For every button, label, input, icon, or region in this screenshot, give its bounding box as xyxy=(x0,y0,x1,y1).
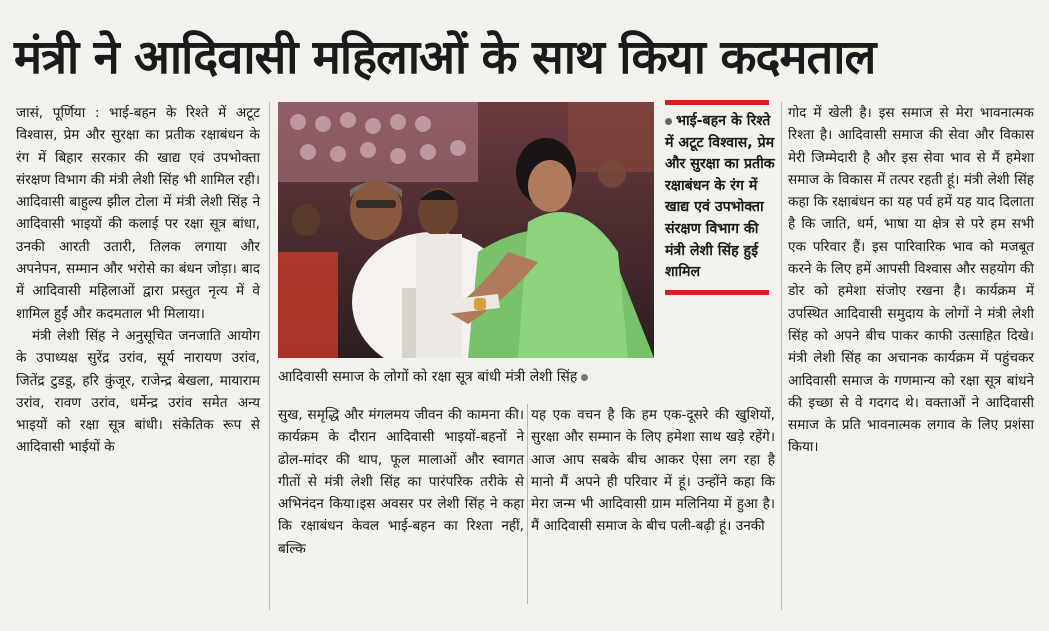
article-column-2 xyxy=(278,404,524,604)
article-paragraph: मंत्री लेशी सिंह ने अनुसूचित जनजाति आयोग के उपाध्यक्ष सुरेंद्र उरांव, सूर्य नारायण उरांव, जितेंद्र टुडडू, हरि कुंजूर, राजेन्द्र बेखला, मायाराम उरांव, रावण उरांव, धर्मेन्द्र उरांव समेत अन्य भाइयों को रक्षा सूत्र बांधी। संकेतिक रूप से आदिवासी भाईयों के xyxy=(16,327,260,456)
article-paragraph: यह एक वचन है कि हम एक-दूसरे की खुशियों, सुरक्षा और सम्मान के लिए हमेशा साथ खड़े रहेंगे। आज आप सबके बीच आकर ऐसा लग रहा है मानो मैं अपने ही परिवार में हूं। उन्होंने कहा कि मेरा जन्म भी आदिवासी ग्राम मलिनिया में हुआ है। मैं आदिवासी समाज के बीच पली-बढ़ी हूं। उनकी xyxy=(531,407,775,535)
article-paragraph: गोद में खेली है। इस समाज से मेरा भावनात्मक रिश्ता है। आदिवासी समाज की सेवा और विकास मेरी जिम्मेदारी है और इस सेवा भाव से मैं हमेशा समाज के विकास में तत्पर रहती हूं। मंत्री लेशी सिंह कहा कि रक्षाबंधन का यह पर्व हमें यह याद दिलाता है कि जाति, धर्म, भाषा या क्षेत्र से परे हम सभी एक परिवार हैं। इस पारिवारिक भाव को मजबूत करने के लिए हमें आपसी विश्वास और सहयोग की डोर को हमेशा संजोए रखना है। कार्यक्रम में उपस्थित आदिवासी समुदाय के लोगों ने मंत्री लेशी सिंह को अपने बीच पाकर काफी उत्साहित दिखे। मंत्री लेशी सिंह का अचानक कार्यक्रम में पहुंचकर आदिवासी समाज के गणमान्य को रक्षा सूत्र बांधने की इच्छा से वे गदगद थे। वक्ताओं ने आदिवासी समाज के प्रति भावनात्मक लगाव के लिए प्रशंसा किया। xyxy=(788,105,1034,456)
column-divider xyxy=(527,404,528,604)
headline: मंत्री ने आदिवासी महिलाओं के साथ किया कदमताल xyxy=(14,30,876,85)
photo-caption-text: आदिवासी समाज के लोगों को रक्षा सूत्र बांधी मंत्री लेशी सिंह xyxy=(278,369,578,385)
article-column-4 xyxy=(788,102,1034,610)
bullet-dot-icon xyxy=(581,374,588,381)
article-column-3 xyxy=(531,404,775,604)
article-paragraph: सुख, समृद्धि और मंगलमय जीवन की कामना की। कार्यक्रम के दौरान आदिवासी भाइयों-बहनों ने ढोल-मांदर की थाप, फूल मालाओं और स्वागत गीतों से मंत्री लेशी सिंह का पारंपरिक तरीके से अभिनंदन किया।इस अवसर पर लेशी सिंह ने कहा कि रक्षाबंधन केवल भाई-बहन का रिश्ता नहीं, बल्कि xyxy=(278,407,524,557)
photo-caption xyxy=(278,366,654,388)
news-photo xyxy=(278,102,654,358)
column-divider xyxy=(781,102,782,610)
column-divider xyxy=(269,102,270,610)
pull-quote-bottom-bar xyxy=(665,290,769,295)
photo-illustration xyxy=(278,102,654,358)
pull-quote-text-wrap xyxy=(665,111,775,284)
article-column-1 xyxy=(16,102,260,610)
pull-quote-top-bar xyxy=(665,100,769,105)
pull-quote xyxy=(665,100,775,392)
article-paragraph: जासं, पूर्णिया : भाई-बहन के रिश्ते में अटूट विश्वास, प्रेम और सुरक्षा का प्रतीक रक्षाबंधन के रंग में बिहार सरकार की खाद्य एवं उपभोक्ता संरक्षण विभाग की मंत्री लेशी सिंह भी शामिल रही। आदिवासी बाहुल्य झील टोला में मंत्री लेशी सिंह ने आदिवासी भाइयों की कलाई पर रक्षा सूत्र बांधा, उनकी आरती उतारी, तिलक लगाया और अपनेपन, सम्मान और भरोसे का बंधन जोड़ा। बाद में आदिवासी महिलाओं द्वारा प्रस्तुत नृत्य में वे शामिल हुईं और कदमताल भी मिलाया। xyxy=(16,105,260,322)
pull-quote-text: भाई-बहन के रिश्ते में अटूट विश्वास, प्रेम और सुरक्षा का प्रतीक रक्षाबंधन के रंग में खाद्य एवं उपभोक्ता संरक्षण विभाग की मंत्री लेशी सिंह हुई शामिल xyxy=(665,113,775,281)
bullet-dot-icon xyxy=(665,118,672,125)
